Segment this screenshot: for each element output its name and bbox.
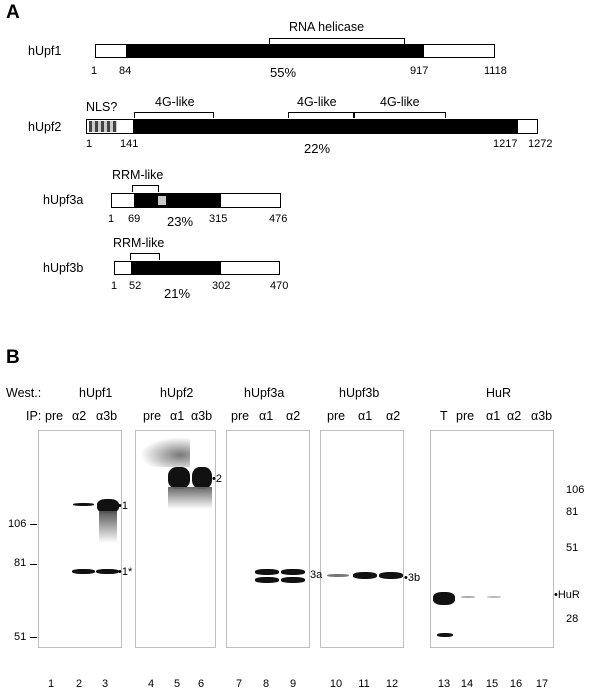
hupf2-tick-1217: 1217 [493,138,518,150]
hupf1-tick-1118: 1118 [484,65,507,77]
blot2-band-lane6 [192,467,212,489]
lane-4: 4 [147,678,155,690]
hupf1-tick-917: 917 [410,65,429,77]
blot4-membrane [320,430,404,648]
hupf3b-tick-1: 1 [111,280,118,292]
blot4-ip-a2: α2 [386,409,401,423]
hupf1-helicase-bracket [269,38,405,44]
panel-b-letter: B [6,347,20,368]
left-marker-51: 51 [14,631,27,643]
hupf3b-conserved-region [131,262,221,274]
hupf3a-identity: 23% [167,214,194,229]
blot5-ip-a2: α2 [507,409,522,423]
hupf2-tick-141: 141 [120,138,139,150]
lane-2: 2 [75,678,83,690]
blot2-band-lane5 [168,467,190,489]
blot2-ip-pre: pre [143,409,162,423]
hupf3a-gray-block [158,196,166,205]
blot3-ip-pre: pre [231,409,250,423]
band-label-hur: •HuR [554,589,580,601]
blot3-ip-a2: α2 [286,409,301,423]
hupf3b-bar [114,261,280,275]
hupf1-name: hUpf1 [28,44,62,58]
blot3-ip-a1: α1 [259,409,274,423]
blot4-band-lane10 [327,574,349,577]
band-label-3a: 3a [310,569,323,581]
blot5-band-lane13-lower [437,633,453,637]
left-marker-106: 106 [8,518,27,530]
band-label-1star: •1* [118,566,133,578]
hupf3a-rrm-bracket [132,185,159,192]
lane-5: 5 [173,678,181,690]
hupf3a-tick-69: 69 [128,213,141,225]
hupf1-domain-label: RNA helicase [289,20,365,34]
lane-12: 12 [385,678,399,690]
hupf2-bar [86,119,538,134]
hupf1-tick-84: 84 [119,65,132,77]
hupf3a-domain-label: RRM-like [112,168,164,182]
left-marker-106-tick [30,524,37,525]
lane-9: 9 [289,678,297,690]
hupf3b-name: hUpf3b [43,261,84,275]
blot1-western: hUpf1 [79,386,113,400]
lane-3: 3 [101,678,109,690]
lane-17: 17 [535,678,549,690]
blot5-ip-pre: pre [456,409,475,423]
blot3-western: hUpf3a [244,386,285,400]
hupf2-conserved-region [133,120,518,133]
hupf2-4g-bracket-1 [134,112,214,118]
lane-10: 10 [329,678,343,690]
hupf2-4g-bracket-3 [354,112,446,118]
left-marker-81-tick [30,564,37,565]
lane-1: 1 [47,678,55,690]
hupf2-nls-label: NLS? [86,100,118,114]
right-marker-81: 81 [566,506,579,518]
hupf1-tick-1: 1 [91,65,98,77]
blot4-western: hUpf3b [339,386,380,400]
lane-15: 15 [485,678,499,690]
lane-11: 11 [358,678,370,690]
hupf3b-tick-52: 52 [129,280,142,292]
lane-8: 8 [262,678,270,690]
hupf2-tick-1: 1 [86,138,93,150]
hupf1-bar [95,44,495,58]
blot1-band-lane2-lower [72,569,95,574]
blot3-band-lane9-upper [281,569,305,575]
hupf3a-conserved-region [134,194,221,207]
hupf3a-tick-315: 315 [209,213,228,225]
blot5-band-lane14 [461,596,475,598]
blot3-membrane [226,430,310,648]
blot4-band-lane11 [353,572,377,579]
western-row-label: West.: [6,386,42,400]
hupf2-domain-1: 4G-like [155,95,195,109]
blot1-ip-a2: α2 [72,409,87,423]
blot1-band-lane2-upper [73,503,94,506]
blot1-ip-a3b: α3b [96,409,118,423]
band-label-1: •1 [118,500,128,512]
blot1-ip-pre: pre [45,409,64,423]
band-label-3b: •3b [404,572,421,584]
blot3-band-lane8-lower [255,577,279,583]
blot5-western: HuR [486,386,512,400]
right-marker-106: 106 [566,484,585,496]
hupf3b-tick-470: 470 [270,280,289,292]
hupf3b-rrm-bracket [130,253,160,260]
blot3-band-lane8-upper [255,569,279,575]
blot5-ip-a3b: α3b [531,409,553,423]
blot1-membrane [38,430,122,648]
blot2-western: hUpf2 [160,386,194,400]
hupf2-tick-1272: 1272 [528,138,553,150]
hupf1-identity: 55% [270,65,297,80]
hupf1-conserved-region [126,45,424,57]
left-marker-51-tick [30,637,37,638]
lane-6: 6 [197,678,205,690]
ip-row-label: IP: [26,409,42,423]
blot5-band-lane13-main [433,592,455,605]
blot5-ip-t: T [440,409,448,423]
blot1-band-lane3-lower [96,569,119,574]
hupf3b-domain-label: RRM-like [113,236,165,250]
blot2-smear [140,437,190,467]
hupf2-domain-3: 4G-like [380,95,420,109]
blot2-membrane [135,430,216,648]
left-marker-81: 81 [14,557,27,569]
hupf3a-name: hUpf3a [43,193,84,207]
blot2-ip-a1: α1 [170,409,185,423]
blot5-membrane [430,430,554,648]
hupf3a-tick-476: 476 [269,213,288,225]
right-marker-28: 28 [566,613,579,625]
blot5-band-lane15 [487,596,501,598]
hupf3a-tick-1: 1 [108,213,115,225]
panel-a-letter: A [6,2,20,23]
blot1-smear-lane3 [99,511,117,543]
blot2-ip-a3b: α3b [191,409,213,423]
hupf3b-tick-302: 302 [212,280,231,292]
lane-14: 14 [460,678,474,690]
hupf2-domain-2: 4G-like [297,95,337,109]
blot5-ip-a1: α1 [486,409,501,423]
hupf3b-identity: 21% [164,286,191,301]
hupf2-nls-region [89,121,117,132]
hupf3a-bar [111,193,281,208]
hupf2-identity: 22% [304,141,331,156]
blot4-ip-a1: α1 [358,409,373,423]
hupf2-4g-bracket-2 [288,112,354,118]
blot3-band-lane9-lower [281,577,305,583]
blot2-smear-below [168,487,212,509]
hupf2-name: hUpf2 [28,120,62,134]
lane-7: 7 [235,678,243,690]
blot4-ip-pre: pre [327,409,346,423]
blot4-band-lane12 [379,572,403,579]
right-marker-51: 51 [566,542,579,554]
lane-16: 16 [509,678,523,690]
band-label-2: •2 [212,473,222,485]
lane-13: 13 [437,678,451,690]
